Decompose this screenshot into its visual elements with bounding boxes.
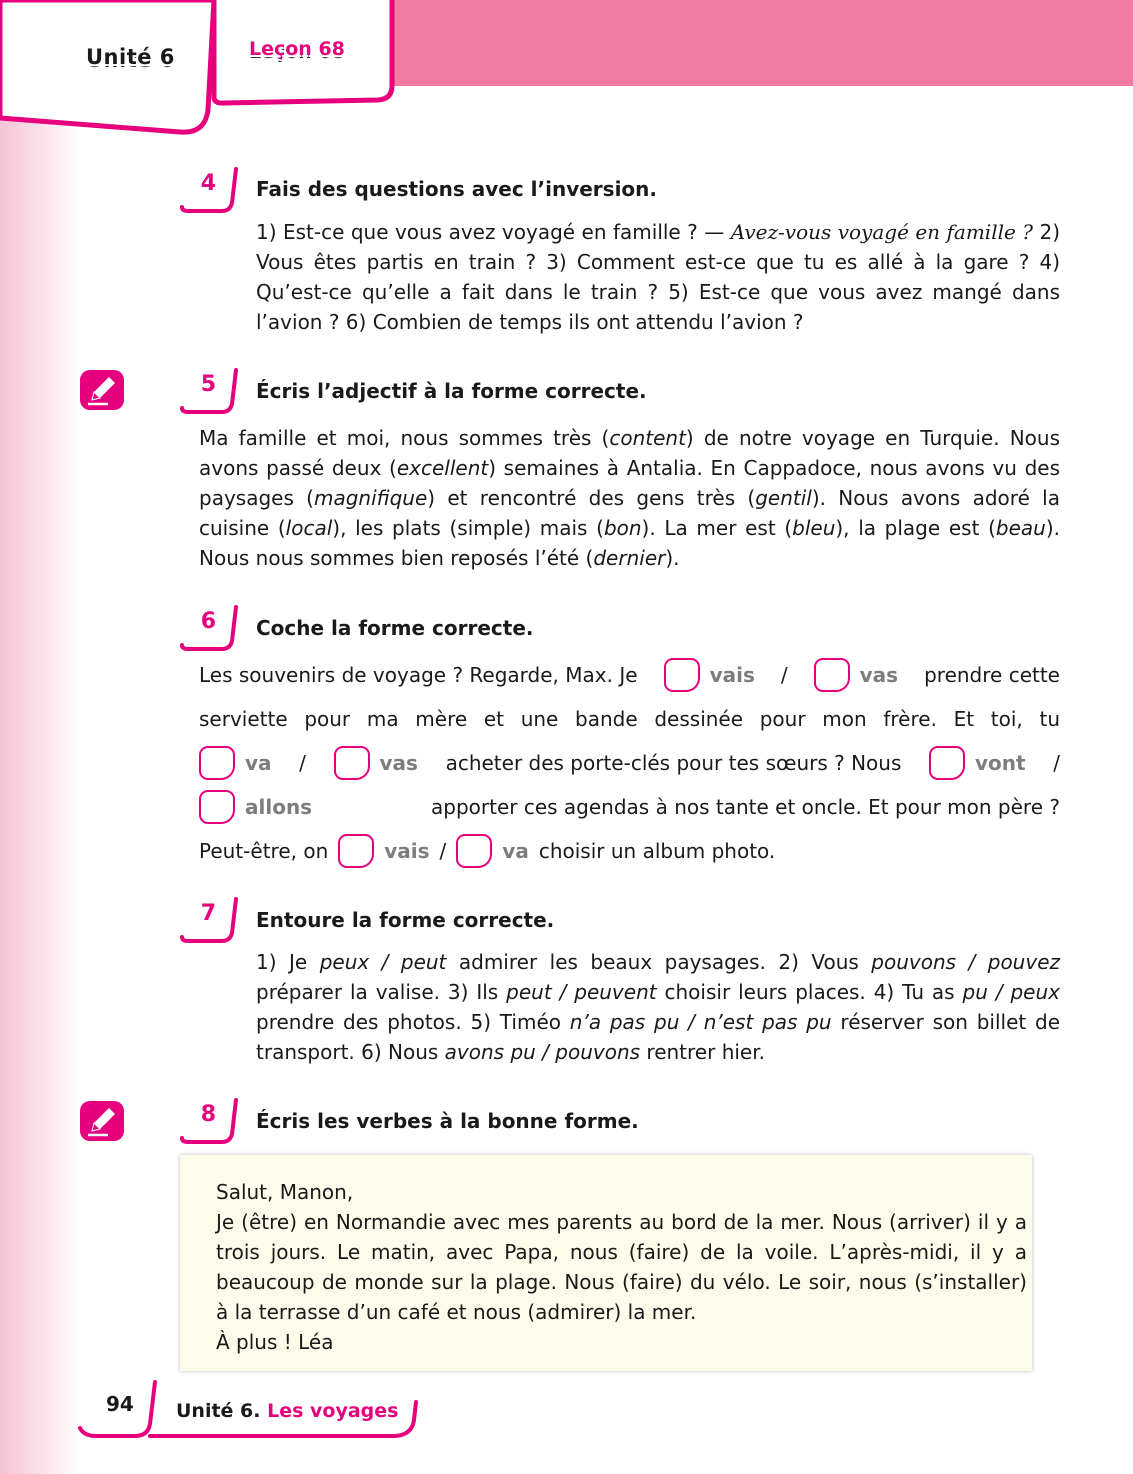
exercise-number-badge: 4 bbox=[178, 165, 240, 217]
checkbox[interactable] bbox=[199, 746, 235, 780]
pencil-icon bbox=[78, 368, 126, 412]
example-answer: Avez-vous voyagé en famille ? bbox=[730, 220, 1034, 244]
checkbox[interactable] bbox=[929, 746, 965, 780]
checkbox[interactable] bbox=[338, 834, 374, 868]
footer-title: Unité 6. Les voyages bbox=[176, 1400, 399, 1422]
exercise-6-line-3: va / vas acheter des porte-clés pour tes sœurs ? Nous vont / bbox=[199, 741, 1060, 785]
header-tabs-shape bbox=[0, 0, 1133, 140]
exercise-6-line-5: Peut-être, on vais / va choisir un album photo. bbox=[199, 829, 1060, 873]
left-margin-gradient bbox=[0, 0, 80, 1474]
checkbox[interactable] bbox=[199, 790, 235, 824]
exercise-5-title: Écris l’adjectif à la forme correcte. bbox=[256, 379, 647, 403]
exercise-8-title: Écris les verbes à la bonne forme. bbox=[256, 1109, 639, 1133]
exercise-5-text: Ma famille et moi, nous sommes très (content) de notre voyage en Turquie. Nous avons passé deux (excellent) semaines à Antalia. En Cappadoce, nous avons vu des paysages (magnifique) et rencontré des gens très (gentil). Nous avons adoré la cuisine (local), les plats (simple) mais (bon). La mer est (bleu), la plage est (beau). Nous nous sommes bien reposés l’été (dernier). bbox=[199, 426, 1060, 570]
unit-tab: Unité 6 bbox=[86, 45, 175, 69]
letter-body: Je (être) en Normandie avec mes parents au bord de la mer. Nous (arriver) il y a trois jours. Le matin, avec Papa, nous (faire) de la voile. L’après-midi, il y a beaucoup de monde sur la plage. Nous (faire) du vélo. Le soir, nous (s’installer) à la terrasse d’un café et nous (admirer) la mer. bbox=[216, 1210, 1027, 1324]
exercise-number-badge: 6 bbox=[178, 603, 240, 655]
checkbox[interactable] bbox=[664, 658, 700, 692]
exercise-6-line-1: Les souvenirs de voyage ? Regarde, Max. Je vais / vas prendre cette bbox=[199, 653, 1060, 697]
letter-text bbox=[216, 1177, 1027, 1357]
exercise-4-text: 1) Est-ce que vous avez voyagé en famille ? — Avez-vous voyagé en famille ? 2) Vous êtes partis en train ? 3) Comment est-ce que tu es allé à la gare ? 4) Qu’est-ce qu’elle a fait dans le train ? 5) Est-ce que vous avez mangé dans l’avion ? 6) Combien de temps ils ont attendu l’avion ? bbox=[256, 220, 1060, 334]
exercise-number-badge: 8 bbox=[178, 1096, 240, 1148]
exercise-number-badge: 5 bbox=[178, 366, 240, 418]
checkbox[interactable] bbox=[334, 746, 370, 780]
exercise-6-title: Coche la forme correcte. bbox=[256, 616, 534, 640]
exercise-6-line-2: serviette pour ma mère et une bande dessinée pour mon frère. Et toi, tu bbox=[199, 707, 1060, 731]
letter-closing: À plus ! Léa bbox=[216, 1330, 334, 1354]
exercise-4-title: Fais des questions avec l’inversion. bbox=[256, 177, 658, 201]
checkbox[interactable] bbox=[456, 834, 492, 868]
lesson-tab: Leçon 68 bbox=[249, 38, 345, 60]
pencil-icon bbox=[78, 1099, 126, 1143]
exercise-7-title: Entoure la forme correcte. bbox=[256, 908, 555, 932]
letter-greeting: Salut, Manon, bbox=[216, 1180, 354, 1204]
page-number: 94 bbox=[106, 1392, 134, 1416]
exercise-6-line-4: allons apporter ces agendas à nos tante et oncle. Et pour mon père ? bbox=[199, 785, 1060, 829]
exercise-7-text: 1) Je peux / peut admirer les beaux paysages. 2) Vous pouvons / pouvez préparer la valise. 3) Ils peut / peuvent choisir leurs places. 4) Tu as pu / peux prendre des photos. 5) Timéo n’a pas pu / n’est pas pu réserver son billet de transport. 6) Nous avons pu / pouvons rentrer hier. bbox=[256, 950, 1061, 1064]
checkbox[interactable] bbox=[814, 658, 850, 692]
exercise-number-badge: 7 bbox=[178, 895, 240, 947]
